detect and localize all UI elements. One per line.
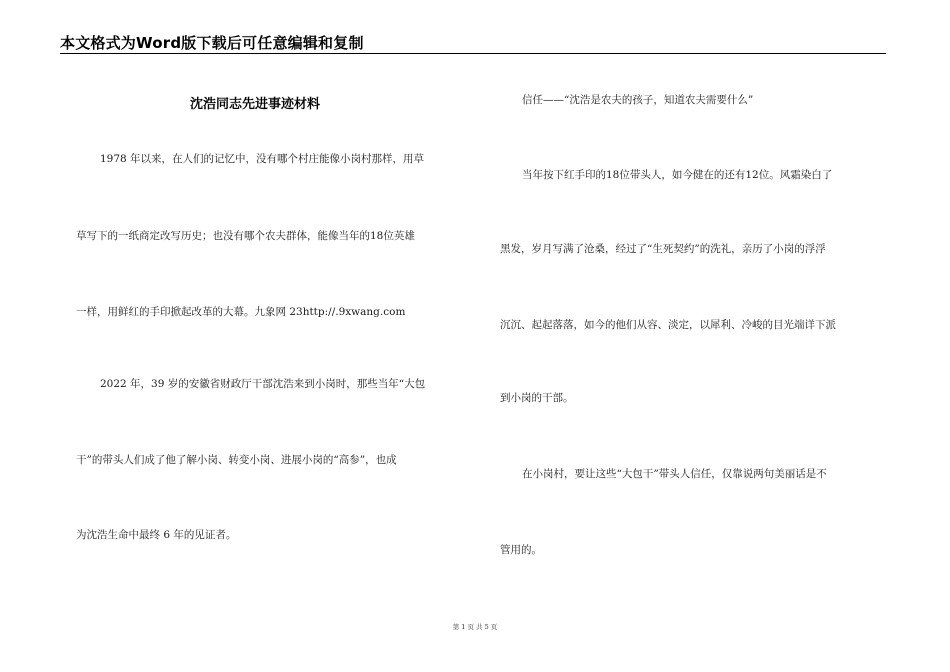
right-paragraph-line: 在小岗村，要让这些“大包干”带头人信任，仅靠说两句美丽话是不 [522, 468, 827, 480]
header-divider [60, 53, 886, 54]
left-paragraph-line: 2022 年，39 岁的安徽省财政厅干部沈浩来到小岗时，那些当年“大包 [100, 378, 426, 390]
right-paragraph-line: 信任——“沈浩是农夫的孩子，知道农夫需要什么” [522, 94, 754, 106]
left-paragraph-line: 为沈浩生命中最终 6 年的见证者。 [76, 529, 237, 541]
left-paragraph-line: 1978 年以来，在人们的记忆中，没有哪个村庄能像小岗村那样，用草 [100, 153, 425, 165]
right-paragraph-line: 到小岗的干部。 [500, 392, 574, 404]
page-indicator: 第 1 页 共 5 页 [452, 623, 498, 631]
right-paragraph-line: 当年按下红手印的18位带头人，如今健在的还有12位。风霜染白了 [522, 169, 833, 181]
header-title: 本文格式为Word版下载后可任意编辑和复制 [60, 34, 364, 52]
document-title: 沈浩同志先进事迹材料 [190, 97, 321, 112]
left-paragraph-line: 一样，用鲜红的手印掀起改革的大幕。九象网 23http://.9xwang.com [76, 306, 406, 318]
right-paragraph-line: 管用的。 [500, 544, 542, 556]
right-paragraph-line: 沉沉、起起落落，如今的他们从容、淡定，以犀利、冷峻的目光端详下派 [500, 319, 836, 331]
left-paragraph-line: 草写下的一纸商定改写历史；也没有哪个农夫群体，能像当年的18位英雄 [76, 230, 415, 242]
left-paragraph-line: 干”的带头人们成了他了解小岗、转变小岗、进展小岗的“高参”，也成 [76, 454, 397, 466]
right-paragraph-line: 黑发，岁月写满了沧桑，经过了“生死契约”的洗礼，亲历了小岗的浮浮 [500, 243, 826, 255]
